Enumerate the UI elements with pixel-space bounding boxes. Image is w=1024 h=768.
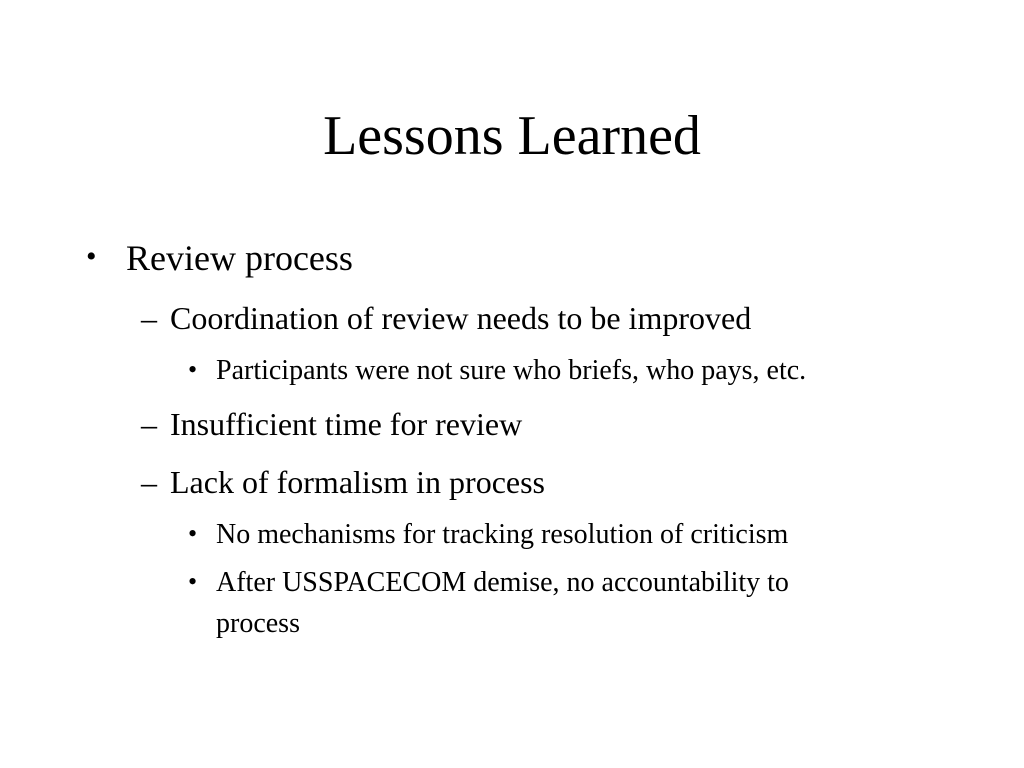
list-item-text: Insufficient time for review	[170, 406, 523, 442]
list-item-text-continuation: process	[216, 608, 300, 639]
dash-marker: –	[141, 300, 157, 336]
list-item-text: Participants were not sure who briefs, who pays, etc.	[216, 355, 807, 386]
list-item-text: Review process	[126, 238, 353, 278]
list-item-text: After USSPACECOM demise, no accountability to	[216, 567, 789, 598]
slide-title: Lessons Learned	[323, 105, 701, 167]
bullet-marker: •	[188, 519, 198, 548]
bullet-marker: •	[188, 567, 198, 596]
list-item-text: No mechanisms for tracking resolution of criticism	[216, 519, 789, 550]
dash-marker: –	[141, 406, 157, 442]
bullet-marker: •	[86, 240, 97, 273]
list-item-text: Coordination of review needs to be improved	[170, 300, 752, 336]
list-item-text: Lack of formalism in process	[170, 464, 545, 500]
bullet-marker: •	[188, 355, 198, 384]
dash-marker: –	[141, 464, 157, 500]
